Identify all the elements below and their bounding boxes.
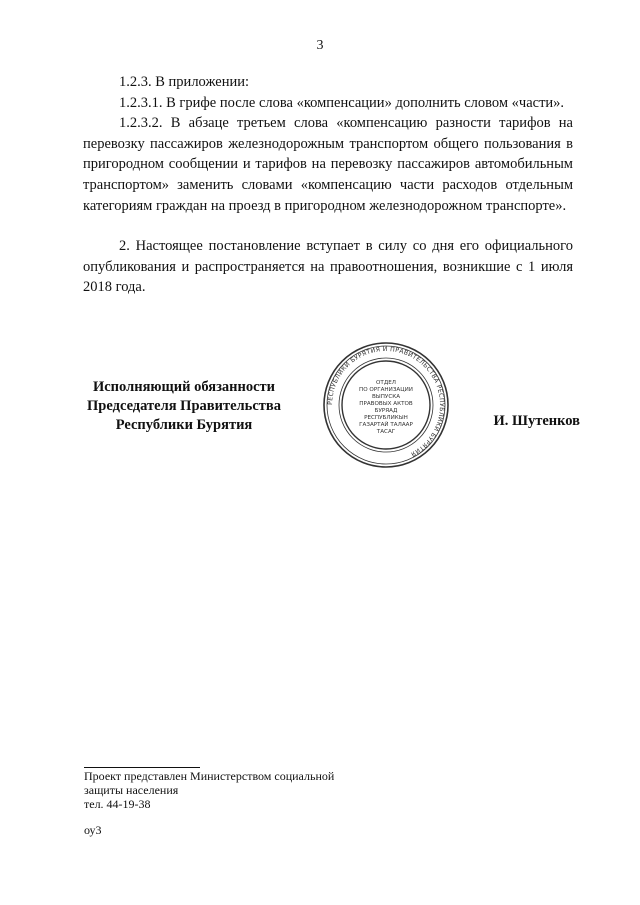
- official-seal: [321, 340, 451, 470]
- paragraph-2: 2. Настоящее постановление вступает в силу со дня его официального опубликования и распространяется на правоотношения, возникшие с 1 июля 2018 года.: [83, 238, 573, 296]
- signer-name: И. Шутенков: [493, 413, 580, 429]
- document-code-mark: оу3: [84, 823, 102, 837]
- document-body: [83, 72, 573, 298]
- signatory-title-line-1: Исполняющий обязанности: [92, 379, 276, 395]
- paragraph-1-2-3-1: 1.2.3.1. В грифе после слова «компенсации» дополнить словом «части».: [119, 94, 565, 111]
- footnote-line-2: защиты населения: [84, 783, 179, 797]
- seal-outer-text: РЕСПУБЛИКИ БУРЯТИЯ И ПРАВИТЕЛЬСТВА РЕСПУБЛИКИ БУРЯТИЯ: [326, 345, 446, 458]
- paragraph-1-2-3-2: 1.2.3.2. В абзаце третьем слова «компенсацию разности тарифов на перевозку пассажиров железнодорожным транспортом общего пользования в пригородном сообщении и тарифов на перевозку пассажиров автомобильным транспортом» заменить словами «компенсацию части расходов отдельным категориям граждан на проезд в пригородном железнодорожном транспорте».: [83, 115, 573, 214]
- seal-center-line-2: ПО ОРГАНИЗАЦИИ: [359, 387, 413, 393]
- seal-center-line-3: ВЫПУСКА: [371, 394, 401, 400]
- seal-center-line-7: ГАЗАРТАЙ ТАЛААР: [359, 422, 413, 428]
- page-number: 3: [316, 38, 324, 53]
- paragraph-1-2-3: 1.2.3. В приложении:: [119, 74, 250, 90]
- footnote-phone: тел. 44-19-38: [84, 797, 151, 811]
- signatory-title-line-2: Председателя Правительства: [87, 398, 281, 414]
- seal-center-line-1: ОТДЕЛ: [376, 380, 396, 386]
- seal-center-line-5: БУРЯАД: [374, 408, 398, 414]
- footnote: [84, 769, 404, 811]
- signatory-title: [84, 378, 284, 435]
- seal-center-line-8: ТАСАГ: [376, 429, 396, 435]
- footnote-line-1: Проект представлен Министерством социальной: [84, 769, 335, 783]
- signatory-title-line-3: Республики Бурятия: [115, 417, 253, 433]
- seal-center-line-4: ПРАВОВЫХ АКТОВ: [359, 401, 413, 407]
- seal-center-line-6: РЕСПУБЛИКЫН: [364, 415, 408, 421]
- footnote-divider: [84, 767, 200, 768]
